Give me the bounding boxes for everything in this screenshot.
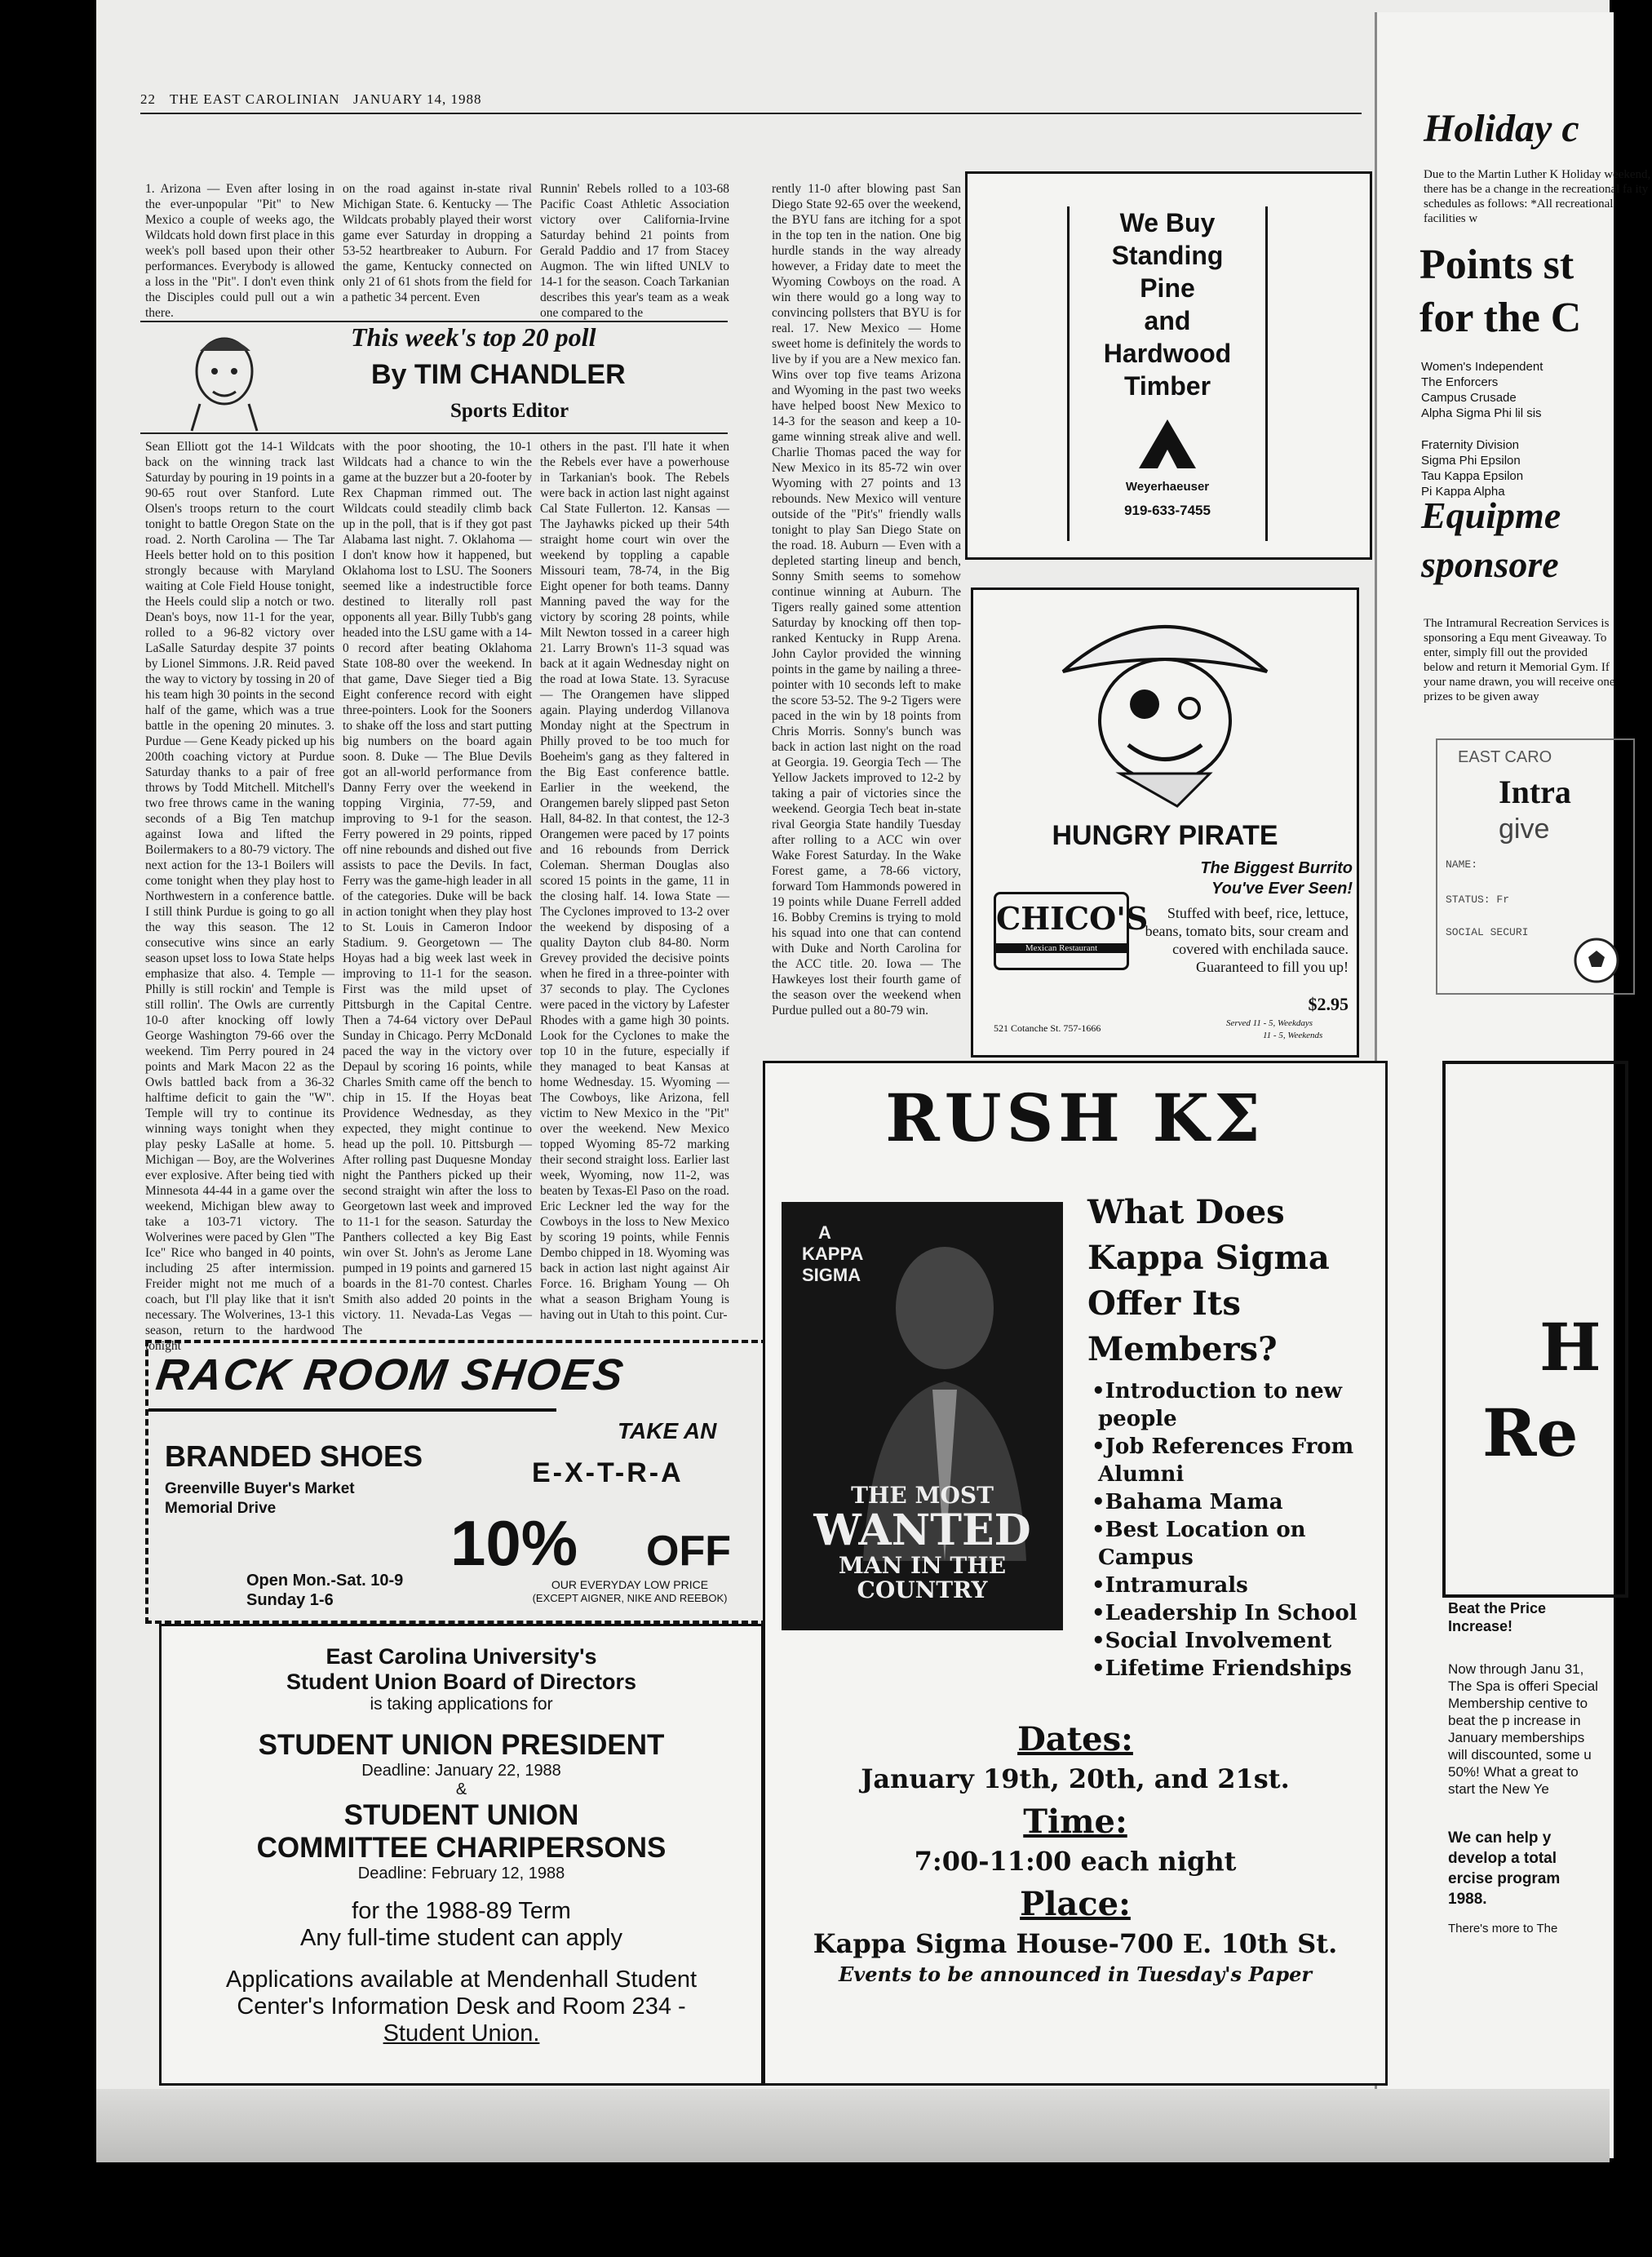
pirate-price: $2.95: [1308, 994, 1349, 1014]
issue-date: JANUARY 14, 1988: [353, 91, 482, 107]
scan-edge: [96, 2089, 1610, 2162]
rack-room-loc1: Greenville Buyer's Market: [165, 1480, 355, 1497]
rack-room-off: OFF: [646, 1528, 731, 1575]
rack-room-ad: [145, 1340, 768, 1624]
rush-benefit: •Lifetime Friendships: [1092, 1656, 1352, 1681]
rush-benefit: Campus: [1098, 1545, 1194, 1570]
rush-dates-heading: Dates:: [1017, 1720, 1133, 1758]
poster-line2: WANTED: [813, 1505, 1031, 1555]
weyerhaeuser-ad: [965, 171, 1372, 560]
ad-line-1: We Buy: [1119, 208, 1216, 237]
points-heading-2: for the C: [1419, 295, 1582, 341]
rush-question4: Members?: [1087, 1330, 1278, 1368]
pirate-address: 521 Cotanche St. 757-1666: [994, 1022, 1101, 1034]
rush-question3: Offer Its: [1087, 1284, 1241, 1323]
ad-line-3: Pine: [1140, 273, 1195, 303]
pirate-tag2: You've Ever Seen!: [1211, 880, 1353, 898]
rush-benefit: •Intramurals: [1092, 1573, 1248, 1598]
union-term1: for the 1988-89 Term: [352, 1898, 571, 1924]
rush-benefit: people: [1098, 1407, 1177, 1431]
form-status-label: STATUS: Fr: [1446, 893, 1510, 906]
poll-byline: By TIM CHANDLER: [371, 359, 626, 390]
weyerhaeuser-logo-icon: [1135, 415, 1200, 472]
rush-benefit: Alumni: [1098, 1462, 1185, 1487]
rack-room-loc2: Memorial Drive: [165, 1500, 277, 1517]
points-frat-2: Tau Kappa Epsilon: [1421, 469, 1524, 483]
form-give: give: [1499, 814, 1550, 845]
rush-question2: Kappa Sigma: [1087, 1239, 1330, 1277]
pirate-title: HUNGRY PIRATE: [1052, 820, 1278, 851]
spa-body: Now through Janu 31, The Spa is offeri Special Membership centive to beat the p increase in January memberships will discounted, some u 50%! What a great to start the New Ye: [1448, 1661, 1598, 1797]
pirate-desc: Stuffed with beef, rice, lettuce, beans, tomato bits, sour cream and covered with enchilada sauce. Guaranteed to fill you up!: [1145, 905, 1349, 975]
poll-top-col1: 1. Arizona — Even after losing in the ever-unpopular "Pit" to New Mexico a couple of weeks ago, the Wildcats hold down first place in this week's poll based upon their other performances. Everybody is allowed a loss in the "Pit". I don't even think the Disciples could pull out a win there.: [145, 182, 334, 320]
spa-big-h: H: [1539, 1309, 1601, 1386]
rack-room-hours1: Open Mon.-Sat. 10-9: [246, 1572, 404, 1590]
chicos-logo-sub: Mexican Restaurant: [996, 943, 1127, 953]
points-ind-3: Alpha Sigma Phi lil sis: [1421, 406, 1542, 420]
spa-heading2: Increase!: [1448, 1618, 1513, 1634]
holiday-body: Due to the Martin Luther K Holiday weekend, there has be a change in the recreational fa ity schedules as follows: *All recreational facilities w: [1424, 168, 1651, 225]
form-soc-label: SOCIAL SECURI: [1446, 926, 1529, 938]
union-line3: is taking applications for: [370, 1695, 553, 1714]
rush-benefits-list: [1092, 1377, 1357, 1683]
spa-ad-frame: [1442, 1061, 1628, 1598]
rack-room-hours2: Sunday 1-6: [246, 1591, 334, 1609]
rack-room-extra: E-X-T-R-A: [532, 1457, 684, 1488]
header-rule: [140, 113, 1362, 114]
poll-top-col2: on the road against in-state rival Michigan State. 6. Kentucky — The Wildcats probably played their worst game ever Saturday in dropping a 53-52 heartbreaker to Auburn. For the game, Kentucky connected on only 21 of 61 shots from the field for a pathetic 34 percent. Even: [343, 182, 532, 304]
points-ind-head: Women's Independent: [1421, 360, 1543, 374]
points-ind-1: The Enforcers: [1421, 375, 1499, 389]
poster-line4: COUNTRY: [857, 1576, 988, 1603]
pirate-tag1: The Biggest Burrito: [1200, 859, 1353, 877]
equipment-heading-1: Equipme: [1421, 494, 1561, 536]
rush-benefit: •Best Location on: [1092, 1518, 1306, 1542]
points-frat-1: Sigma Phi Epsilon: [1421, 454, 1521, 468]
rush-benefit: •Introduction to new: [1092, 1379, 1343, 1403]
rush-benefit: •Bahama Mama: [1092, 1490, 1283, 1514]
rack-room-take: TAKE AN: [618, 1418, 717, 1443]
ad-line-4: and: [1144, 306, 1191, 335]
rush-place-heading: Place:: [1020, 1885, 1131, 1923]
poll-top-col3: Runnin' Rebels rolled to a 103-68 Pacific Coast Athletic Association victory over California-Irvine Saturday behind 21 points from Gerald Paddio and 17 from Stacey Augmon. The win lifted UNLV to 14-1 for the season. Coach Tarkanian describes this year's team as a weak one compared to the: [540, 182, 729, 320]
rush-events: Events to be announced in Tuesday's Paper: [838, 1962, 1313, 1986]
paper-name: THE EAST CAROLINIAN: [170, 91, 340, 107]
points-frat-head: Fraternity Division: [1421, 438, 1520, 452]
union-deadline2: Deadline: February 12, 1988: [357, 1865, 565, 1882]
pirate-hours2: 11 - 5, Weekends: [1263, 1031, 1323, 1040]
form-big: Intra: [1499, 774, 1571, 810]
poster-top2: KAPPA: [802, 1244, 864, 1264]
poll-role: Sports Editor: [450, 400, 569, 422]
rush-title: RUSH KΣ: [885, 1080, 1265, 1156]
rush-dates: January 19th, 20th, and 21st.: [861, 1763, 1290, 1794]
weyerhaeuser-brand: Weyerhaeuser: [1125, 480, 1210, 494]
soccer-ball-icon: [1572, 936, 1621, 985]
points-ind-2: Campus Crusade: [1421, 391, 1517, 405]
form-name-label: NAME:: [1446, 858, 1478, 871]
spa-big-re: Re: [1482, 1395, 1579, 1471]
pirate-mascot-icon: [1047, 598, 1283, 810]
weyerhaeuser-phone: 919-633-7455: [1124, 503, 1211, 518]
poll-title: This week's top 20 poll: [351, 322, 596, 352]
union-app2: Center's Information Desk and Room 234 -: [237, 1993, 686, 2020]
right-page-clip: [1379, 12, 1651, 2158]
points-heading-1: Points st: [1419, 242, 1574, 288]
hungry-pirate-ad: [971, 588, 1359, 1058]
spa-heading1: Beat the Price: [1448, 1600, 1547, 1616]
pirate-hours1: Served 11 - 5, Weekdays: [1226, 1018, 1313, 1028]
poll-col1: Sean Elliott got the 14-1 Wildcats back on the winning track last Saturday by pouring in 19 points in a 90-65 rout over Stanford. Lute Olsen's troops return to the court tonight to battle Oregon State on the road. 2. North Carolina — The Tar Heels better hold on to this position strongly because with Maryland waiting at Cole Field House tonight, the Heels could slip a notch or two. Dean's boys, now 11-1 for the year, rolled to a 96-82 victory over LaSalle Saturday despite 37 points by Lionel Simmons. J.R. Reid paved the way to victory by tossing in 20 of his team high 30 points in the second half of the game, which was a true battle in the opening 20 minutes. 3. Purdue — Gene Keady picked up his 200th coaching victory at Purdue Saturday thanks to a pair of free throws by Todd Mitchell. Mitchell's two free throws came in the waning seconds of a Big Ten matchup against Iowa and lifted the Boilermakers to a 80-79 victory. The next action for the 13-1 Boilers will come tonight when they play host to Northwestern in a conference battle. I still think Purdue is going to go all the way this season. The 12 consecutive wins since an early season upset loss to Iowa State helps emphasize that also. 4. Temple — Philly is still rockin' and Temple is still rollin'. The Owls are currently 10-0 after knocking off lowly George Washington 79-66 over the weekend. Tim Perry poured in 24 points and Mark Macon 22 as the Owls battled back from a 36-32 halftime deficit to gain the "W". Temple will try to continue its winning ways tonight when they play pesky LaSalle at home. 5. Michigan — Boy, are the Wolverines ever explosive. After being tied with Minnesota 44-44 in a game over the weekend, Michigan blew away to take a 103-71 victory. The Wolverines were paced by Glen "The Ice" Rice who banged in 40 points, including 25 after intermission. Freider might not me much of a coach, but I'll play like that it isn't necessary. The Wolverines, 13-1 this season, return to the hardwood tonight: [145, 440, 334, 1353]
rack-room-title: RACK ROOM SHOES: [153, 1350, 628, 1399]
union-app1: Applications available at Mendenhall Student: [225, 1967, 698, 1993]
poster-line1: THE MOST: [851, 1482, 994, 1509]
points-frat-3: Pi Kappa Alpha: [1421, 485, 1505, 499]
ad-line-2: Standing: [1111, 241, 1224, 270]
rack-room-fine1: OUR EVERYDAY LOW PRICE: [551, 1578, 709, 1591]
wanted-poster: [782, 1202, 1063, 1630]
poll-col2: with the poor shooting, the 10-1 Wildcats had a chance to win the game at the buzzer but a 20-footer by Rex Chapman rimmed out. The Wildcats could steadily climb back up in the poll, that is if they got past Alabama last night. 7. Oklahoma — I don't know how it happened, but Oklahoma lost to LSU. The Sooners seemed like a indestructible force destined to literally roll past opponents all year. Billy Tubb's gang headed into the LSU game with a 14-0 record after beating Oklahoma State 108-80 over the weekend. In that game, Dave Sieger tied a Big Eight conference record with eight three-pointers. Look for the Sooners to shake off the loss and start putting big numbers on the board again soon. 8. Duke — The Blue Devils got an all-world performance from Danny Ferry over the weekend in topping Virginia, 77-59, and improving to 9-1 for the season. Ferry powered in 29 points, ripped off nine rebounds and dished out five assists to pace the Devils. In fact, Ferry was the game-high leader in all of the categories. Duke will be back in action tonight when they play host to St. Louis in Cameron Indoor Stadium. 9. Georgetown — The Hoyas had a big week last week in improving to 11-1 for the season. First was the mild upset of Pittsburgh in the Capital Centre. Then a 74-64 victory over DePaul Sunday in Chicago. Perry McDonald paced the way in the victory over Depaul by scoring 16 points, while Charles Smith came off the bench to chip in 15. If the Hoyas beat Providence Wednesday, as they expected, they might continue to head up the poll. 10. Pittsburgh — After rolling past Duquesne Monday night the Panthers picked up their second straight win after the loss to Georgetown last week and improved to 11-1 for the season. Saturday the Panthers collected a key Big East win over St. John's as Jerome Lane pumped in 19 points and garnered 15 boards in the 81-70 contest. Charles Smith also added 20 points in the victory. 11. Nevada-Las Vegas — The: [343, 440, 533, 1337]
rush-benefit: •Social Involvement: [1092, 1629, 1332, 1653]
spa-help: We can help y develop a total ercise program 1988.: [1448, 1829, 1561, 1908]
union-line2: Student Union Board of Directors: [286, 1669, 636, 1694]
poll-subhead-rule: [140, 432, 728, 434]
rush-benefit: •Leadership In School: [1092, 1601, 1357, 1625]
page-number: 22: [140, 91, 156, 107]
chicos-logo-text: CHICO'S: [996, 900, 1149, 937]
equipment-body: The Intramural Recreation Services is sponsoring a Equ ment Giveaway. To enter, simply fill out the provided below and return it Memorial Gym. If your name drawn, you will receive one prizes to be given away: [1424, 617, 1615, 703]
rack-room-rule: [148, 1408, 556, 1412]
poster-top3: SIGMA: [802, 1265, 861, 1285]
holiday-heading: Holiday c: [1424, 107, 1579, 150]
union-position1: STUDENT UNION PRESIDENT: [258, 1729, 665, 1761]
union-position2b: COMMITTEE CHARIPERSONS: [256, 1832, 667, 1864]
student-union-ad: [159, 1624, 764, 2086]
rush-question1: What Does: [1087, 1193, 1285, 1231]
rush-kappa-sigma-ad: [763, 1061, 1388, 2086]
poll-col4: rently 11-0 after blowing past San Diego State 92-65 over the weekend, the BYU fans are itching for a spot in the top ten in the nation. One big hurdle stands in the way already however, a Friday date to meet the Wyoming Cowboys on the road. A win there would go a long way to convincing pollsters that BYU is for real. 17. New Mexico — Home sweet home is definitely the words to live by if you are a New mexico fan. Wins over top five teams Arizona and Wyoming in the past two weeks have helped boost New Mexico to 14-3 for the season and keep a 10-game winning streak alive and well. Charlie Thomas paced the way for New Mexico in its 85-72 win over Wyoming with 27 points and 13 rebounds. New Mexico will venture outside of the "Pit's" friendly walls tonight to play San Diego State on the road. 18. Auburn — Even with a depleted starting lineup and bench, Sonny Smith seems to somehow continue winning at Auburn. The Tigers really gained some attention Saturday by knocking off then top-ranked Kentucky in Rupp Arena. John Caylor provided the winning points in the game by nailing a three-pointer with 10 seconds left to make the score 53-52. The 9-2 Tigers were paced in the win by 18 points from Chris Morris. Sonny's bunch was back in action last night on the road at Georgia. 19. Georgia Tech — The Yellow Jackets improved to 12-2 by taking a pair of victories since the weekend. Georgia Tech beat in-state rival Georgia State handily Tuesday after rolling to a ACC win over Wake Forest Saturday. In the Wake Forest game, a 78-66 victory, forward Tom Hammonds powered in 19 points while Duane Ferrell added 16. Bobby Cremins is trying to mold his squad into one that can contend with Duke and North Carolina for the ACC title. 20. Iowa — The Hawkeyes lost their fourth game of the season over the weekend when Purdue pulled out a 80-79 win.: [772, 182, 961, 1018]
union-term2: Any full-time student can apply: [300, 1925, 622, 1951]
union-app3: Student Union.: [383, 2020, 540, 2046]
sports-editor-caricature: [175, 326, 265, 432]
union-position2a: STUDENT UNION: [343, 1799, 579, 1831]
chicos-logo: [994, 892, 1149, 970]
rush-place: Kappa Sigma House-700 E. 10th St.: [813, 1928, 1338, 1959]
union-deadline1: Deadline: January 22, 1988: [361, 1762, 561, 1780]
entry-form: [1436, 738, 1635, 995]
rush-time: 7:00-11:00 each night: [914, 1846, 1237, 1877]
spa-more: There's more to The: [1448, 1922, 1558, 1936]
poll-col3: others in the past. I'll hate it when the Rebels ever have a powerhouse in Tarkanian's book. The Rebels were back in action last night against Cal State Fullerton. 12. Kansas — The Jayhawks picked up their 54th straight home court win over the weekend by toppling a capable Missouri team, 78-74, in the Big Eight opener for both teams. Danny Manning paved the way for the victory by scoring 28 points, while Milt Newton tossed in a career high 21. Larry Brown's 11-3 squad was back at it again Wednesday night on the road at Iowa State. 13. Syracuse — The Orangemen have slipped again. Playing underdog Villanova Monday night at the Spectrum in Philly proved to be too much for Boeheim's gang as they faltered in the Big East conference battle. Earlier in the weekend, the Orangemen barely slipped past Seton Hall, 84-82. In that contest, the 12-3 Orangemen were paced by 17 points and 16 rebounds from Derrick Coleman. Sherman Douglas also scored 15 points in the game, 11 in the closing half. 14. Iowa State — The Cyclones improved to 13-2 over the weekend by disposing of a quality Dayton club 84-80. Norm Grevey provided the decisive points when he fired in a three-pointer with 37 seconds to play. The Cyclones were paced in the victory by Lafester Rhodes with a game high 30 points. Look for the Cyclones to make the top 10 in the future, especially if they managed to beat Kansas at home Wednesday. 15. Wyoming — The Cowboys, like Arizona, fell victim to New Mexico in the "Pit" over the weekend. New Mexico topped Wyoming 85-72 marking their second straight loss. Earlier last week, Wyoming, now 11-2, was beaten by Texas-El Paso on the road. Eric Leckner led the way for the Cowboys in the loss to New Mexico by scoring 19 points, while Fennis Dembo chipped in 18. Wyoming was back in action last night against Air Force. 16. Brigham Young — Oh what a season Brigham Young is having out in Utah to this point. Cur-: [540, 440, 729, 1322]
form-head: EAST CARO: [1458, 748, 1552, 766]
rush-benefit: •Job References From: [1092, 1434, 1354, 1459]
poster-top1: A: [818, 1222, 831, 1243]
rack-room-fine2: (EXCEPT AIGNER, NIKE AND REEBOK): [532, 1592, 728, 1604]
rack-room-branded: BRANDED SHOES: [165, 1439, 423, 1473]
union-line1: East Carolina University's: [326, 1644, 597, 1669]
ad-line-6: Timber: [1123, 371, 1211, 401]
equipment-heading-2: sponsore: [1421, 543, 1559, 585]
poster-line3: MAN IN THE: [838, 1552, 1007, 1579]
rush-time-heading: Time:: [1023, 1802, 1127, 1841]
union-amp: &: [455, 1780, 467, 1798]
rack-room-percent: 10%: [450, 1507, 578, 1579]
ad-line-5: Hardwood: [1103, 339, 1232, 368]
